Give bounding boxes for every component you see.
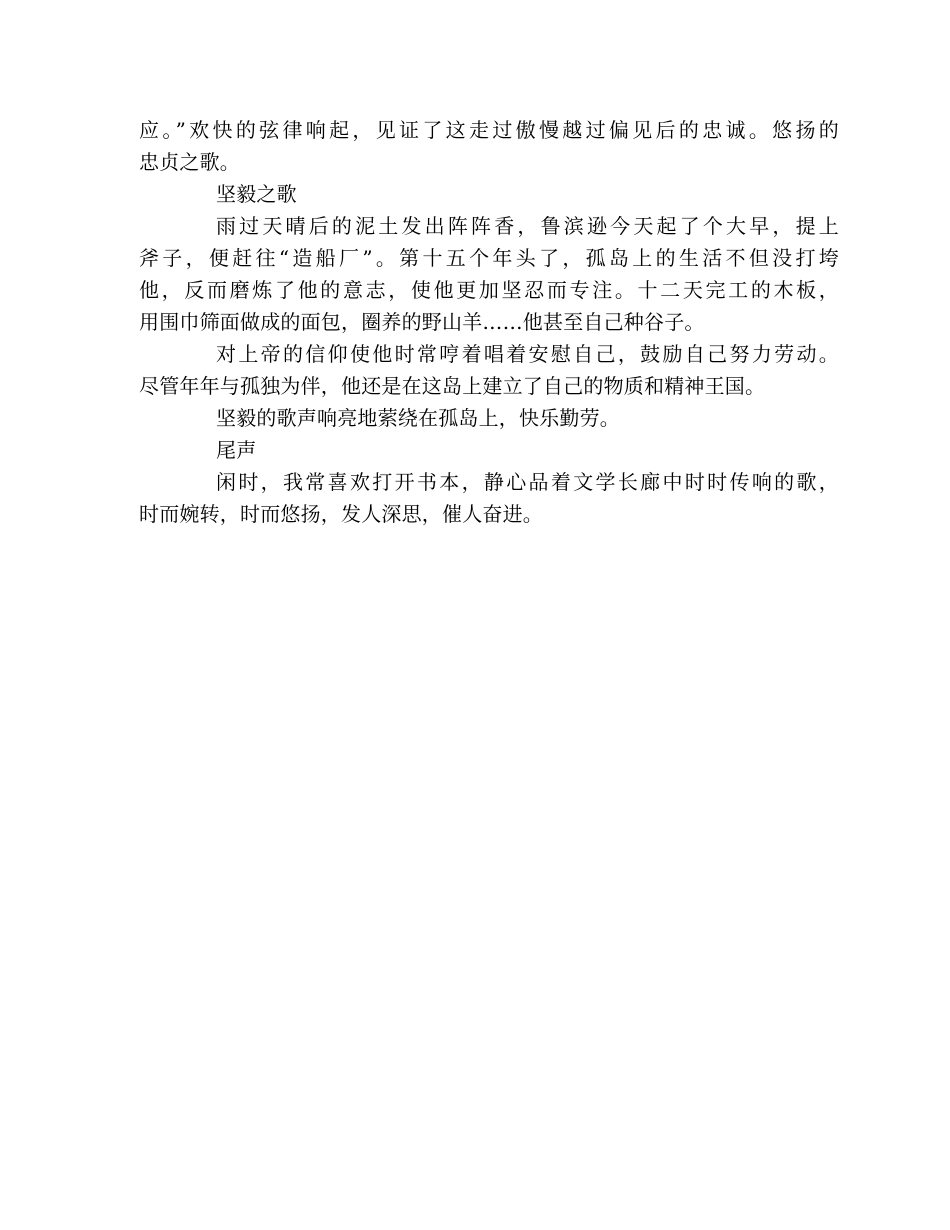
text-line: 他，反而磨炼了他的意志，使他更加坚忍而专注。十二天完工的木板， bbox=[139, 278, 839, 302]
text-line: 忠贞之歌。 bbox=[139, 150, 240, 174]
text-line: 用围巾筛面做成的面包，圈养的野山羊……他甚至自己种谷子。 bbox=[139, 310, 705, 334]
text-line: 雨过天晴后的泥土发出阵阵香，鲁滨逊今天起了个大早，提上 bbox=[216, 214, 839, 238]
section-heading: 尾声 bbox=[216, 438, 257, 462]
document-body bbox=[139, 114, 839, 530]
text-line: 尽管年年与孤独为伴，他还是在这岛上建立了自己的物质和精神王国。 bbox=[139, 374, 766, 398]
text-line: 应。”欢快的弦律响起，见证了这走过傲慢越过偏见后的忠诚。悠扬的 bbox=[139, 118, 839, 142]
text-line: 坚毅的歌声响亮地萦绕在孤岛上，快乐勤劳。 bbox=[216, 406, 620, 430]
text-line: 斧子，便赶往“造船厂”。第十五个年头了，孤岛上的生活不但没打垮 bbox=[139, 246, 839, 270]
text-line: 时而婉转，时而悠扬，发人深思，催人奋进。 bbox=[139, 502, 543, 526]
text-line: 对上帝的信仰使他时常哼着唱着安慰自己，鼓励自己努力劳动。 bbox=[216, 342, 839, 366]
text-line: 闲时，我常喜欢打开书本，静心品着文学长廊中时时传响的歌， bbox=[216, 470, 839, 494]
section-heading: 坚毅之歌 bbox=[216, 182, 297, 206]
